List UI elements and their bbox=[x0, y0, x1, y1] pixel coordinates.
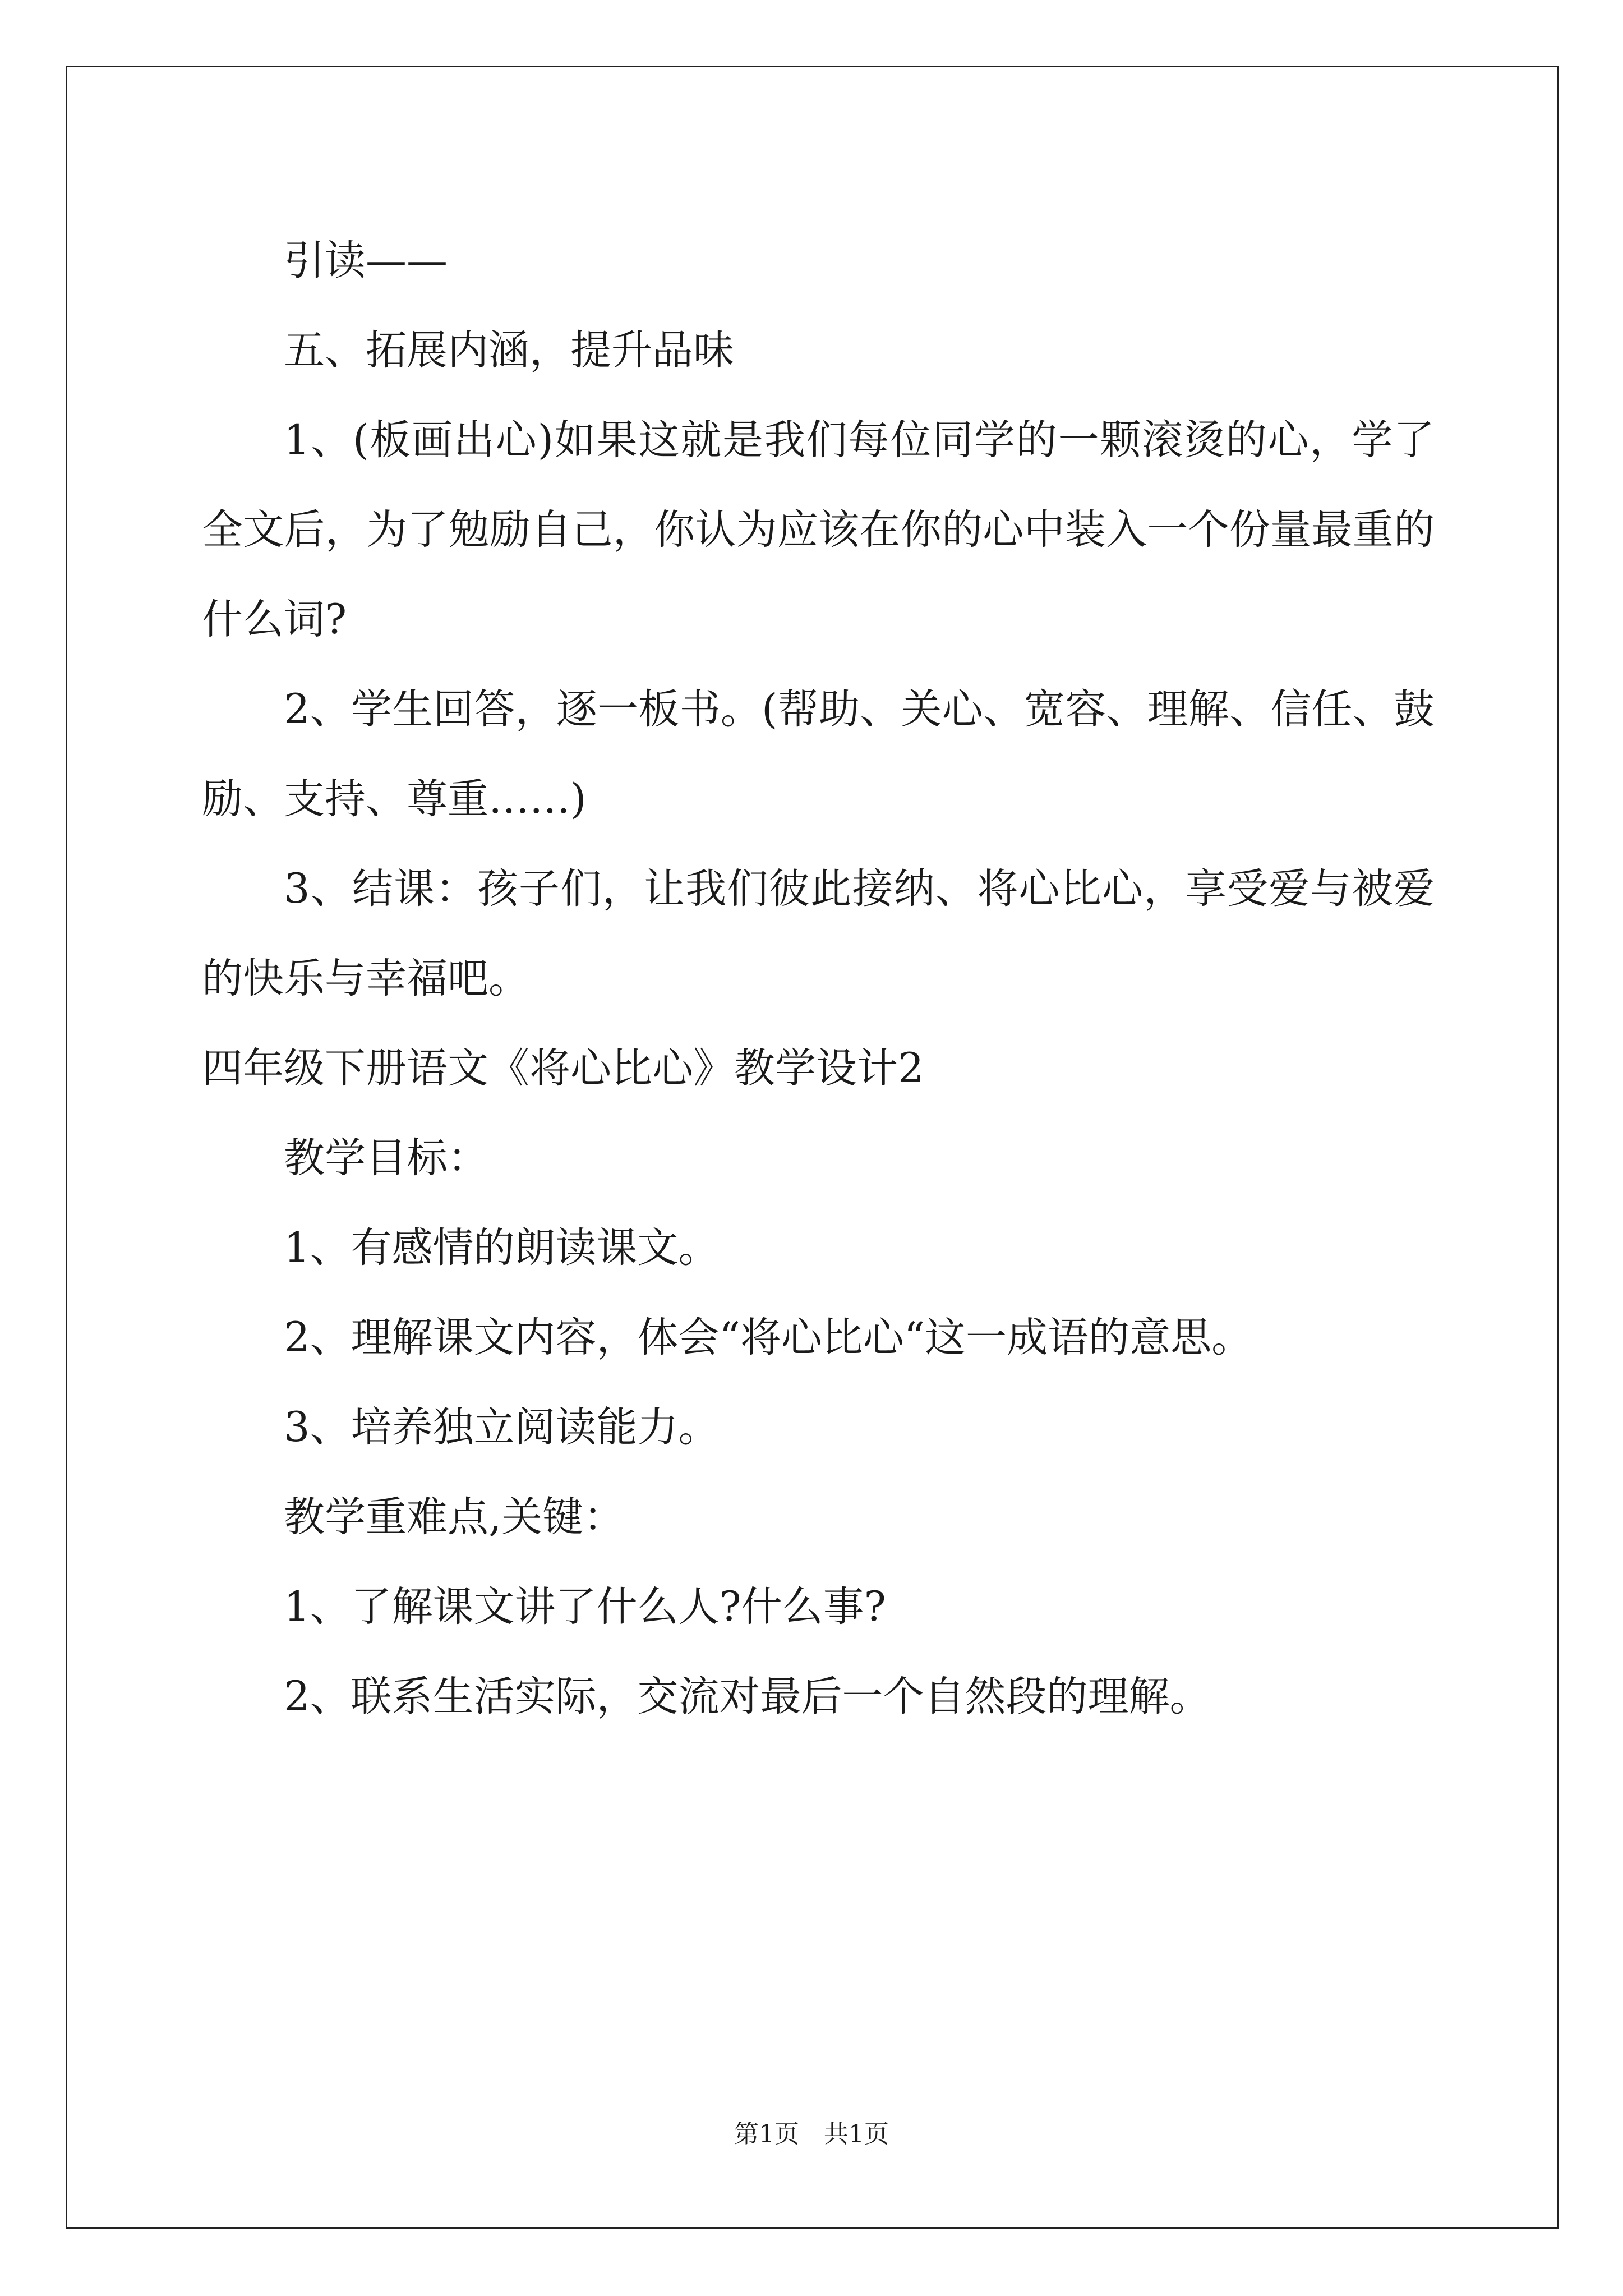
heading-teaching-goals: 教学目标： bbox=[284, 1134, 488, 1182]
paragraph-step-1: 1、(板画出心)如果这就是我们每位同学的一颗滚烫的心，学了全文后，为了勉励自己，你认为应该在你的心中装入一个份量最重的什么词? bbox=[202, 416, 1435, 643]
paragraph-step-2: 2、学生回答，逐一板书。(帮助、关心、宽容、理解、信任、鼓励、支持、尊重……) bbox=[202, 685, 1435, 823]
page-number-footer: 第1页 共1页 bbox=[734, 2120, 889, 2148]
key-point-item-1: 1、了解课文讲了什么人?什么事? bbox=[284, 1583, 886, 1631]
key-point-item-2: 2、联系生活实际，交流对最后一个自然段的理解。 bbox=[284, 1673, 1211, 1720]
section-heading-five: 五、拓展内涵，提升品味 bbox=[284, 326, 734, 374]
document-title: 四年级下册语文《将心比心》教学设计2 bbox=[202, 1045, 924, 1092]
document-body bbox=[202, 216, 1435, 1742]
goal-item-2: 2、理解课文内容，体会“将心比心“这一成语的意思。 bbox=[284, 1314, 1253, 1361]
paragraph-step-3: 3、结课：孩子们，让我们彼此接纳、将心比心，享受爱与被爱的快乐与幸福吧。 bbox=[202, 865, 1435, 1002]
heading-key-points: 教学重难点,关键： bbox=[284, 1493, 625, 1541]
goal-item-1: 1、有感情的朗读课文。 bbox=[284, 1224, 720, 1272]
paragraph-intro-reading: 引读—— bbox=[284, 237, 448, 284]
goal-item-3: 3、培养独立阅读能力。 bbox=[284, 1404, 720, 1451]
